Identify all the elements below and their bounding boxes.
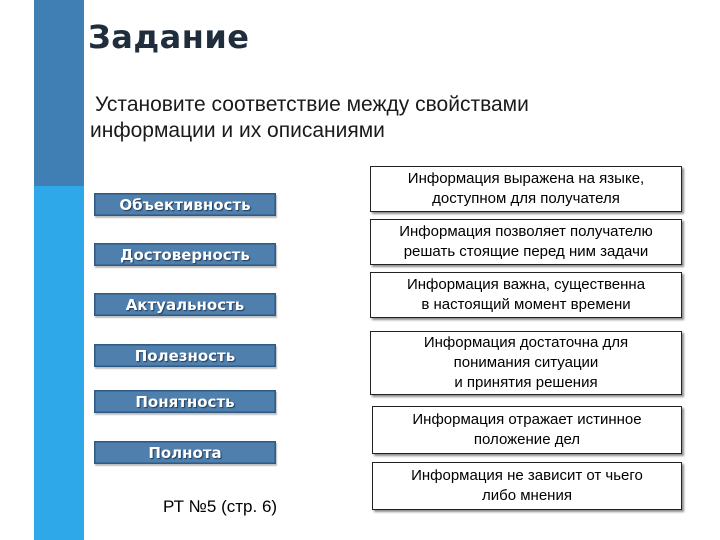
sidebar-accent-dark [34, 0, 84, 186]
task-text [90, 92, 650, 144]
description-line: Информация отражает истинное [412, 411, 642, 428]
property-box-usefulness[interactable]: Полезность [94, 344, 276, 367]
property-box-reliability[interactable]: Достоверность [94, 243, 276, 266]
property-box-completeness[interactable]: Полнота [94, 441, 276, 464]
slide-title: Задание [88, 18, 250, 56]
task-line-1: Установите соответствие между свойствами [95, 93, 529, 116]
description-box-3[interactable] [370, 272, 682, 318]
description-box-2[interactable] [370, 219, 682, 265]
description-line: понимания ситуации [453, 354, 599, 371]
task-line-2: информации и их описаниями [90, 119, 385, 142]
description-box-6[interactable] [372, 462, 682, 510]
description-line: Информация достаточна для [423, 334, 629, 351]
description-box-1[interactable] [370, 166, 682, 212]
property-box-relevance[interactable]: Актуальность [94, 293, 276, 316]
property-box-objectivity[interactable]: Объективность [94, 193, 276, 216]
description-line: положение дел [473, 431, 581, 448]
description-line: Информация не зависит от чьего [411, 467, 643, 484]
description-line: решать стоящие перед ним задачи [403, 243, 649, 260]
description-line: Информация позволяет получателю [399, 223, 653, 240]
description-line: и принятия решения [454, 374, 598, 391]
description-line: в настоящий момент времени [421, 296, 631, 313]
description-box-5[interactable] [372, 406, 682, 454]
description-line: либо мнения [482, 487, 572, 504]
description-box-4[interactable] [370, 331, 682, 395]
workbook-reference: РТ №5 (стр. 6) [163, 497, 278, 516]
description-line: Информация выражена на языке, [407, 170, 645, 187]
property-box-clarity[interactable]: Понятность [94, 390, 276, 413]
description-line: доступном для получателя [432, 190, 620, 207]
description-line: Информация важна, существенна [406, 276, 646, 293]
sidebar-accent-light [34, 186, 84, 540]
